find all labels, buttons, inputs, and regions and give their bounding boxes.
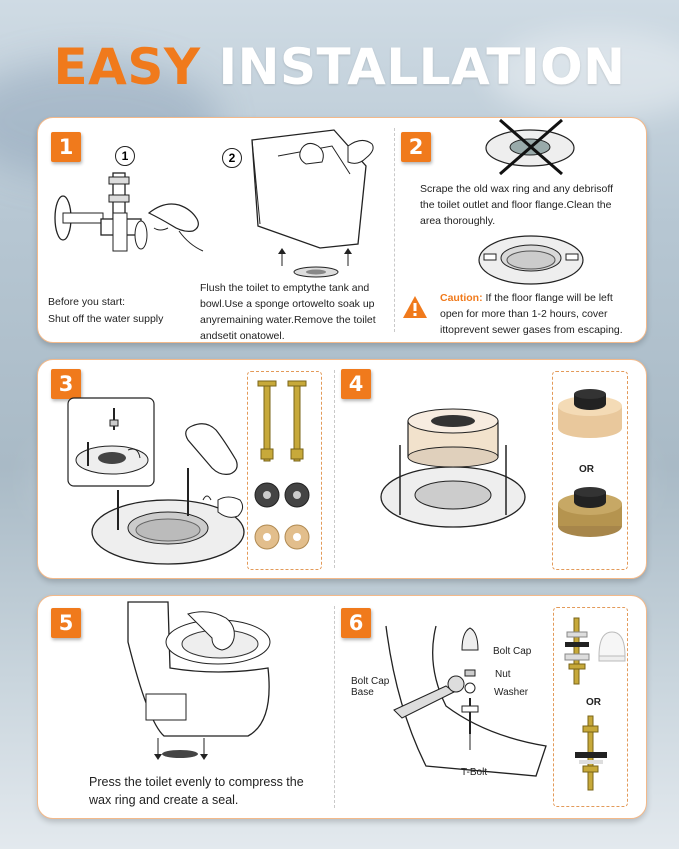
- title-easy: EASY: [53, 38, 201, 96]
- press-instructions: Press the toilet evenly to compress the wax ring and create a seal.: [89, 775, 304, 807]
- bolt-kit-with-caps-icon: [555, 616, 627, 696]
- substep-1-marker: 1: [115, 146, 135, 166]
- water-valve-illustration: [53, 173, 203, 293]
- step-2-badge: 2: [401, 132, 431, 162]
- card-divider: [334, 606, 335, 808]
- or-label: OR: [579, 464, 594, 475]
- bolt-cap-base-label: Bolt Cap Base: [351, 676, 390, 698]
- card-steps-1-2: [37, 117, 647, 343]
- clean-flange-illustration: [476, 230, 586, 290]
- wax-ring-install-illustration: [378, 405, 528, 545]
- card-steps-3-4: [37, 359, 647, 579]
- title-installation: INSTALLATION: [200, 38, 626, 96]
- step-4-badge: 4: [341, 369, 371, 399]
- step-1-badge: 1: [51, 132, 81, 162]
- caution-body: If the floor flange will be left open for more than 1-2 hours, cover ittoprevent sewer gases from escaping.: [440, 292, 623, 336]
- caution-label: Caution:: [440, 292, 483, 304]
- substep-2-marker: 2: [222, 148, 242, 168]
- flush-instructions: Flush the toilet to emptythe tank and bowl.Use a sponge ortowelto soak up anyremaining water.Remove the toilet andsetit onatowel.: [200, 282, 376, 342]
- card-divider: [394, 128, 395, 332]
- standard-wax-ring-icon: [554, 484, 626, 546]
- toilet-lift-illustration: [238, 126, 388, 276]
- page-title: [0, 38, 679, 96]
- toilet-press-illustration: [128, 602, 288, 762]
- bolts-nuts-washers-illustration: [250, 375, 320, 565]
- tbolt-insertion-illustration: [88, 420, 258, 570]
- scrape-instructions: Scrape the old wax ring and any debrisoff the toilet outlet and floor flange.Clean the area thoroughly.: [420, 183, 614, 227]
- card-divider: [334, 370, 335, 568]
- tbolt-label: T-Bolt: [461, 767, 488, 778]
- old-wax-ring-crossed-illustration: [480, 118, 580, 180]
- nut-label: Nut: [495, 669, 511, 680]
- bolt-cap-label: Bolt Cap: [493, 646, 532, 657]
- warning-icon: [402, 295, 428, 319]
- bolt-kit-alternative-icon: [561, 714, 621, 798]
- washer-label: Washer: [494, 687, 529, 698]
- caution-text: [440, 290, 635, 338]
- step-3-badge: 3: [51, 369, 81, 399]
- card-steps-5-6: [37, 595, 647, 819]
- step-6-badge: 6: [341, 608, 371, 638]
- step-5-badge: 5: [51, 608, 81, 638]
- before-start-title: Before you start:: [48, 296, 126, 308]
- before-start-text: Shut off the water supply: [48, 313, 164, 325]
- foam-wax-ring-icon: [554, 386, 626, 446]
- or-label: OR: [586, 697, 601, 708]
